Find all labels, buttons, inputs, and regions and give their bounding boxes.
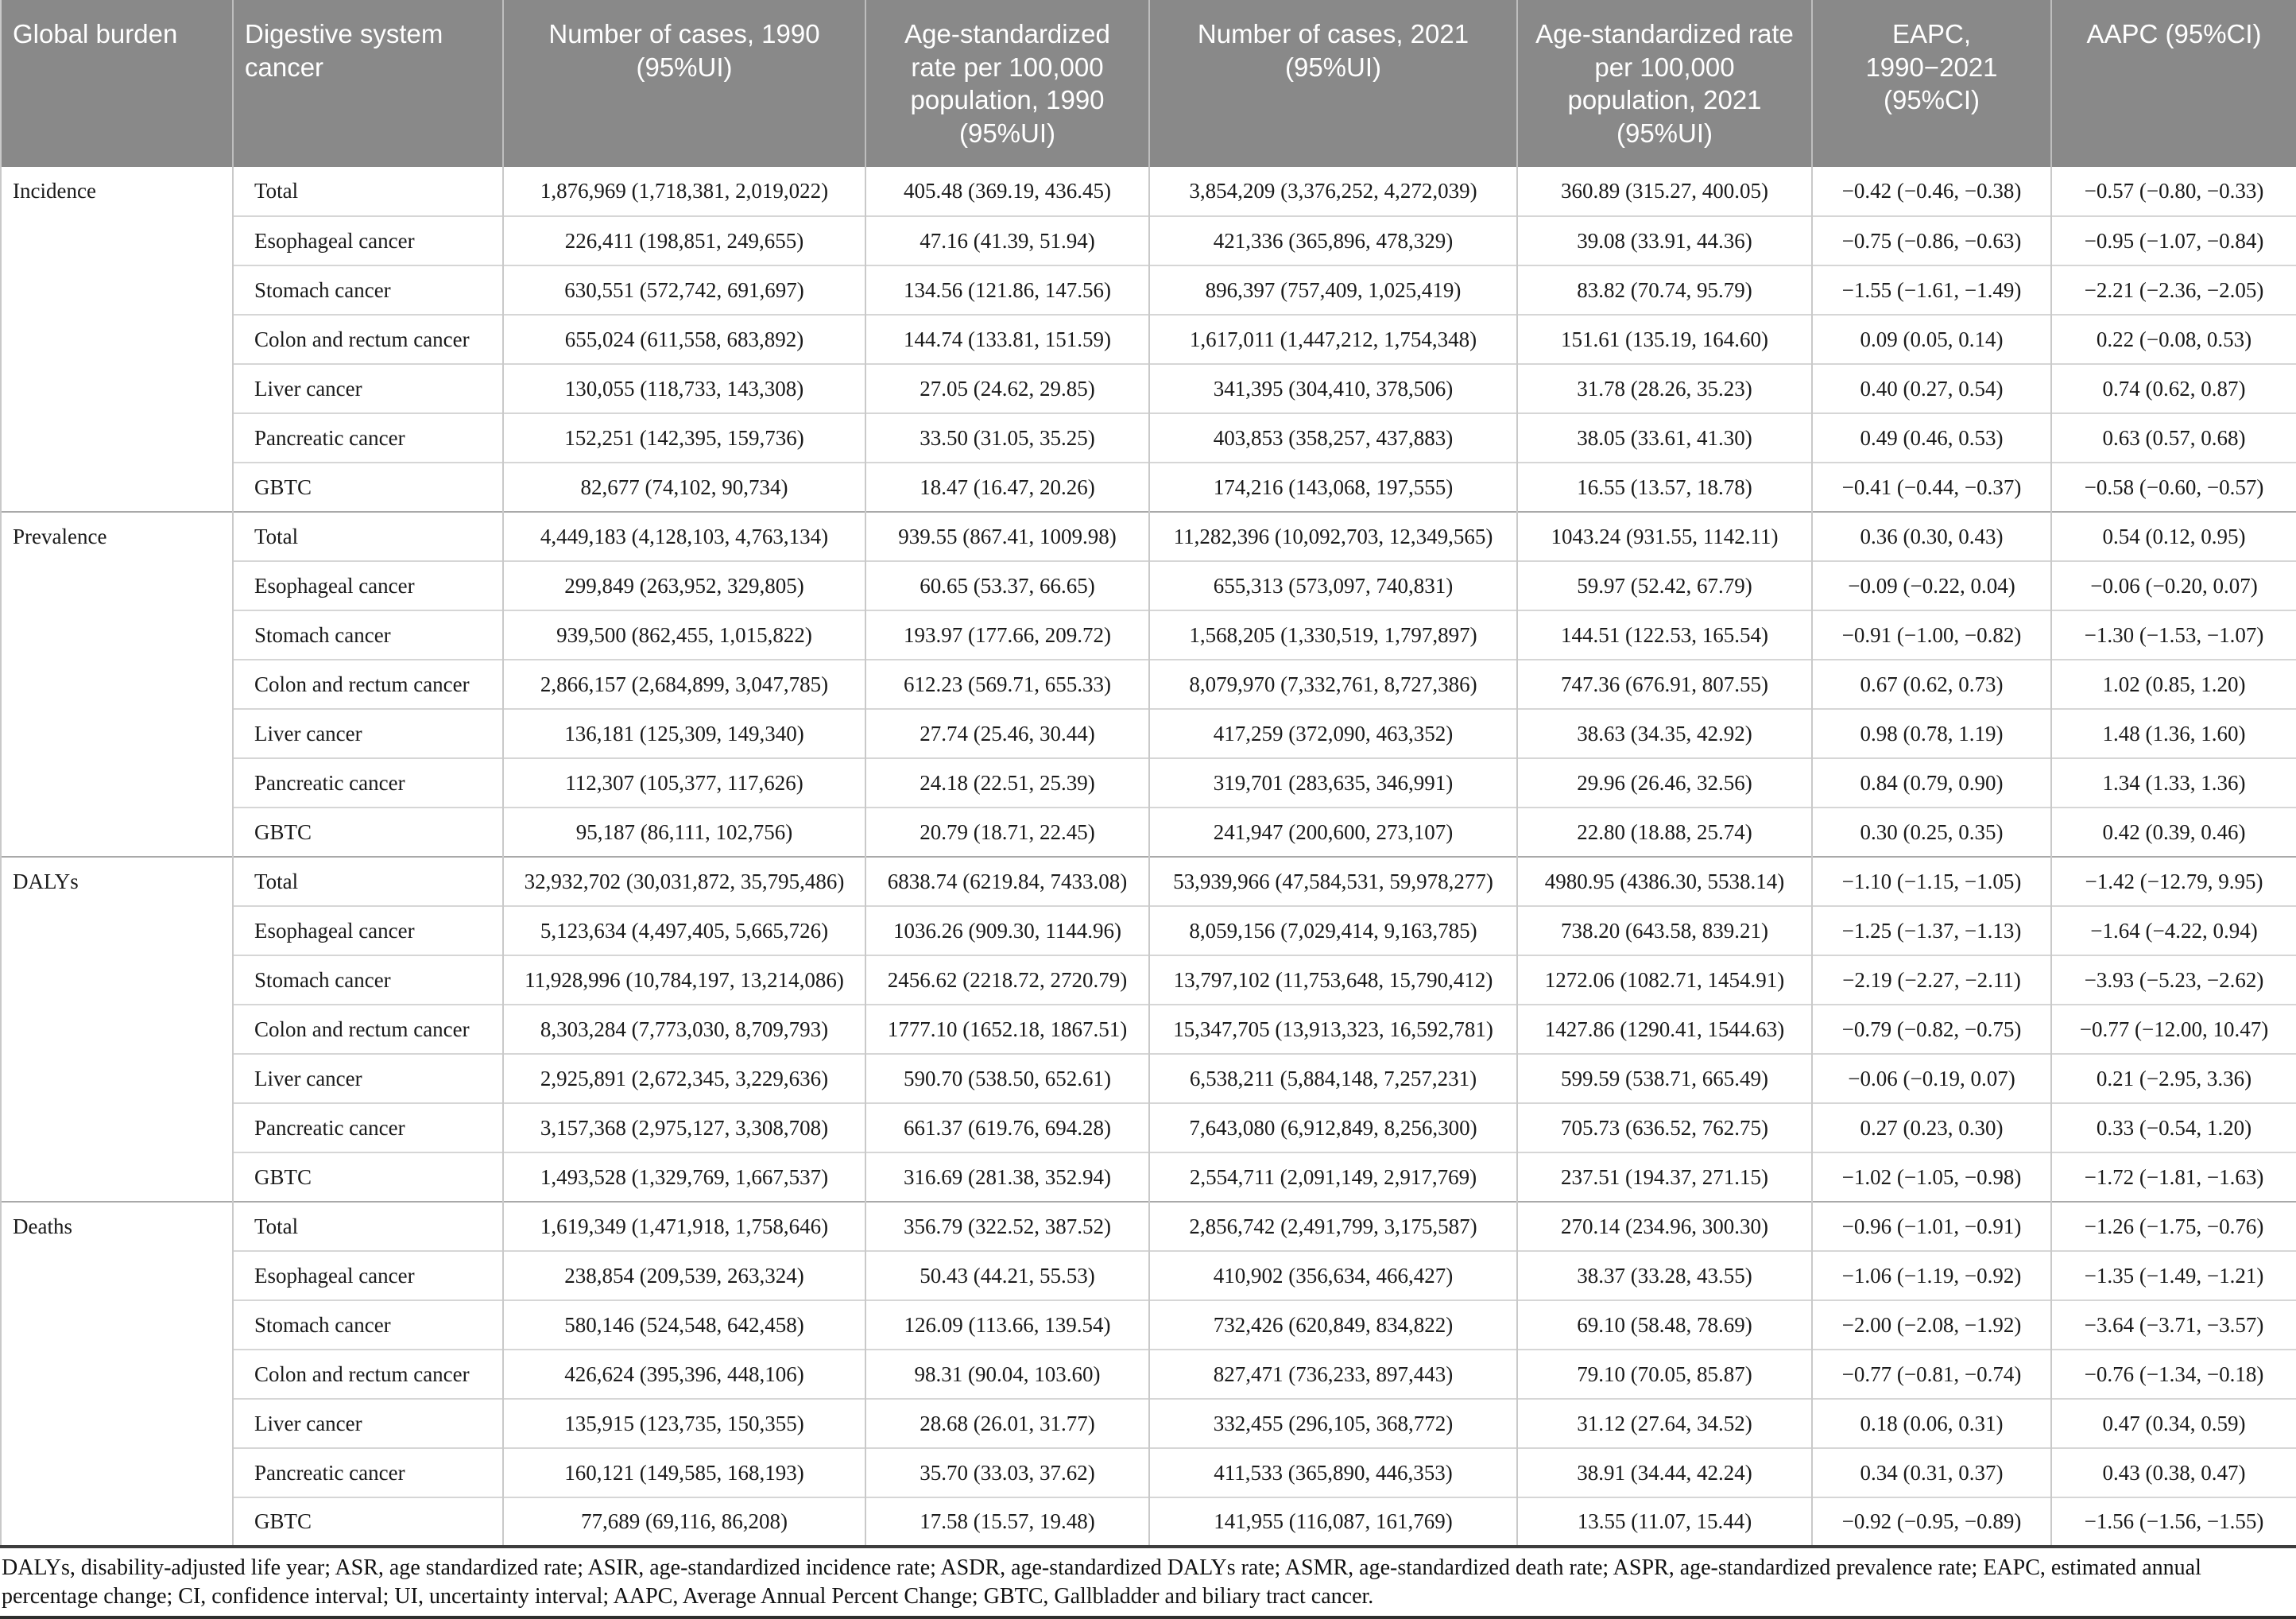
cell-eapc: 0.30 (0.25, 0.35) [1812, 808, 2051, 857]
cell-cases-2021: 241,947 (200,600, 273,107) [1149, 808, 1517, 857]
cell-eapc: −0.75 (−0.86, −0.63) [1812, 216, 2051, 265]
cell-aapc: −3.64 (−3.71, −3.57) [2051, 1300, 2296, 1350]
cell-eapc: −0.92 (−0.95, −0.89) [1812, 1497, 2051, 1547]
column-header-cases-1990: Number of cases, 1990 (95%UI) [503, 0, 865, 167]
cell-rate-2021: 16.55 (13.57, 18.78) [1517, 463, 1812, 512]
cell-eapc: −0.42 (−0.46, −0.38) [1812, 167, 2051, 216]
cell-rate-1990: 126.09 (113.66, 139.54) [865, 1300, 1149, 1350]
cancer-name: Esophageal cancer [233, 906, 503, 955]
cell-aapc: 0.33 (−0.54, 1.20) [2051, 1103, 2296, 1152]
cell-cases-1990: 8,303,284 (7,773,030, 8,709,793) [503, 1005, 865, 1054]
cell-rate-2021: 747.36 (676.91, 807.55) [1517, 660, 1812, 709]
cell-rate-2021: 29.96 (26.46, 32.56) [1517, 758, 1812, 808]
cell-cases-2021: 1,617,011 (1,447,212, 1,754,348) [1149, 315, 1517, 364]
cell-cases-2021: 8,059,156 (7,029,414, 9,163,785) [1149, 906, 1517, 955]
cell-eapc: −0.91 (−1.00, −0.82) [1812, 610, 2051, 660]
cell-cases-2021: 8,079,970 (7,332,761, 8,727,386) [1149, 660, 1517, 709]
cell-aapc: −3.93 (−5.23, −2.62) [2051, 955, 2296, 1005]
cell-eapc: −1.06 (−1.19, −0.92) [1812, 1251, 2051, 1300]
cell-aapc: 1.34 (1.33, 1.36) [2051, 758, 2296, 808]
cell-aapc: −2.21 (−2.36, −2.05) [2051, 265, 2296, 315]
cell-rate-2021: 83.82 (70.74, 95.79) [1517, 265, 1812, 315]
cell-cases-2021: 15,347,705 (13,913,323, 16,592,781) [1149, 1005, 1517, 1054]
cell-cases-2021: 411,533 (365,890, 446,353) [1149, 1448, 1517, 1497]
cell-eapc: −0.41 (−0.44, −0.37) [1812, 463, 2051, 512]
cell-cases-2021: 732,426 (620,849, 834,822) [1149, 1300, 1517, 1350]
cell-aapc: −0.57 (−0.80, −0.33) [2051, 167, 2296, 216]
cancer-name: Total [233, 167, 503, 216]
table-row [1, 1202, 2296, 1251]
cell-cases-1990: 11,928,996 (10,784,197, 13,214,086) [503, 955, 865, 1005]
cell-cases-1990: 1,619,349 (1,471,918, 1,758,646) [503, 1202, 865, 1251]
cell-rate-1990: 98.31 (90.04, 103.60) [865, 1350, 1149, 1399]
cell-rate-2021: 151.61 (135.19, 164.60) [1517, 315, 1812, 364]
cell-aapc: −0.76 (−1.34, −0.18) [2051, 1350, 2296, 1399]
cancer-name: Colon and rectum cancer [233, 1005, 503, 1054]
cancer-name: Esophageal cancer [233, 216, 503, 265]
table-row [1, 709, 2296, 758]
cell-rate-1990: 35.70 (33.03, 37.62) [865, 1448, 1149, 1497]
cell-cases-2021: 410,902 (356,634, 466,427) [1149, 1251, 1517, 1300]
cell-cases-1990: 655,024 (611,558, 683,892) [503, 315, 865, 364]
cell-aapc: 0.22 (−0.08, 0.53) [2051, 315, 2296, 364]
cell-rate-1990: 661.37 (619.76, 694.28) [865, 1103, 1149, 1152]
cell-rate-1990: 47.16 (41.39, 51.94) [865, 216, 1149, 265]
cancer-name: Stomach cancer [233, 955, 503, 1005]
cell-cases-1990: 130,055 (118,733, 143,308) [503, 364, 865, 413]
cancer-name: Liver cancer [233, 364, 503, 413]
cell-cases-2021: 403,853 (358,257, 437,883) [1149, 413, 1517, 463]
cell-rate-2021: 237.51 (194.37, 271.15) [1517, 1152, 1812, 1202]
table-row [1, 1152, 2296, 1202]
cell-cases-2021: 319,701 (283,635, 346,991) [1149, 758, 1517, 808]
cell-eapc: −0.77 (−0.81, −0.74) [1812, 1350, 2051, 1399]
cell-aapc: 0.21 (−2.95, 3.36) [2051, 1054, 2296, 1103]
cell-cases-2021: 2,856,742 (2,491,799, 3,175,587) [1149, 1202, 1517, 1251]
cell-rate-1990: 6838.74 (6219.84, 7433.08) [865, 857, 1149, 906]
table-row [1, 1054, 2296, 1103]
cell-rate-1990: 405.48 (369.19, 436.45) [865, 167, 1149, 216]
cell-cases-2021: 1,568,205 (1,330,519, 1,797,897) [1149, 610, 1517, 660]
cell-cases-1990: 82,677 (74,102, 90,734) [503, 463, 865, 512]
cell-cases-2021: 3,854,209 (3,376,252, 4,272,039) [1149, 167, 1517, 216]
cell-rate-2021: 38.63 (34.35, 42.92) [1517, 709, 1812, 758]
cell-aapc: 1.48 (1.36, 1.60) [2051, 709, 2296, 758]
table-row [1, 463, 2296, 512]
table-row [1, 413, 2296, 463]
cell-rate-2021: 13.55 (11.07, 15.44) [1517, 1497, 1812, 1547]
cancer-name: Stomach cancer [233, 265, 503, 315]
cell-cases-2021: 2,554,711 (2,091,149, 2,917,769) [1149, 1152, 1517, 1202]
cell-cases-1990: 136,181 (125,309, 149,340) [503, 709, 865, 758]
cell-cases-2021: 896,397 (757,409, 1,025,419) [1149, 265, 1517, 315]
cell-aapc: −0.95 (−1.07, −0.84) [2051, 216, 2296, 265]
cell-rate-1990: 316.69 (281.38, 352.94) [865, 1152, 1149, 1202]
cell-cases-1990: 426,624 (395,396, 448,106) [503, 1350, 865, 1399]
cell-eapc: 0.67 (0.62, 0.73) [1812, 660, 2051, 709]
cell-eapc: 0.09 (0.05, 0.14) [1812, 315, 2051, 364]
cell-aapc: −1.72 (−1.81, −1.63) [2051, 1152, 2296, 1202]
cell-rate-1990: 939.55 (867.41, 1009.98) [865, 512, 1149, 561]
cell-rate-2021: 39.08 (33.91, 44.36) [1517, 216, 1812, 265]
cell-rate-1990: 2456.62 (2218.72, 2720.79) [865, 955, 1149, 1005]
table-footnote: DALYs, disability-adjusted life year; ASR, age standardized rate; ASIR, age-standardized incidence rate; ASDR, age-standardized DALYs rate; ASMR, age-standardized death rate; ASPR, age-standardized prevalence rate; EAPC, estimated annual percentage change; CI, confidence interval; UI, uncertainty interval; AAPC, Average Annual Percent Change; GBTC, Gallbladder and biliary tract cancer. [0, 1548, 2296, 1619]
cell-rate-1990: 24.18 (22.51, 25.39) [865, 758, 1149, 808]
cell-aapc: −0.58 (−0.60, −0.57) [2051, 463, 2296, 512]
column-header-eapc: EAPC, 1990−2021 (95%CI) [1812, 0, 2051, 167]
cell-eapc: 0.36 (0.30, 0.43) [1812, 512, 2051, 561]
table-row [1, 1103, 2296, 1152]
cell-rate-2021: 4980.95 (4386.30, 5538.14) [1517, 857, 1812, 906]
cell-rate-1990: 144.74 (133.81, 151.59) [865, 315, 1149, 364]
cell-cases-1990: 95,187 (86,111, 102,756) [503, 808, 865, 857]
column-header-cancer-type: Digestive system cancer [233, 0, 503, 167]
cell-aapc: −1.56 (−1.56, −1.55) [2051, 1497, 2296, 1547]
cell-aapc: −1.35 (−1.49, −1.21) [2051, 1251, 2296, 1300]
table-row [1, 906, 2296, 955]
cell-aapc: −1.42 (−12.79, 9.95) [2051, 857, 2296, 906]
column-header-rate-2021: Age-standardized rate per 100,000 population, 2021 (95%UI) [1517, 0, 1812, 167]
column-header-global-burden: Global burden [1, 0, 233, 167]
cancer-name: GBTC [233, 1497, 503, 1547]
cell-cases-1990: 226,411 (198,851, 249,655) [503, 216, 865, 265]
table-row [1, 561, 2296, 610]
cell-rate-1990: 18.47 (16.47, 20.26) [865, 463, 1149, 512]
cell-cases-1990: 2,925,891 (2,672,345, 3,229,636) [503, 1054, 865, 1103]
cell-rate-2021: 705.73 (636.52, 762.75) [1517, 1103, 1812, 1152]
cancer-name: GBTC [233, 808, 503, 857]
cell-aapc: −0.77 (−12.00, 10.47) [2051, 1005, 2296, 1054]
cell-cases-1990: 630,551 (572,742, 691,697) [503, 265, 865, 315]
cell-cases-1990: 112,307 (105,377, 117,626) [503, 758, 865, 808]
section-label: Incidence [1, 167, 233, 512]
cell-rate-2021: 1272.06 (1082.71, 1454.91) [1517, 955, 1812, 1005]
cell-eapc: −1.55 (−1.61, −1.49) [1812, 265, 2051, 315]
cell-cases-2021: 417,259 (372,090, 463,352) [1149, 709, 1517, 758]
cell-rate-1990: 612.23 (569.71, 655.33) [865, 660, 1149, 709]
cell-aapc: 0.63 (0.57, 0.68) [2051, 413, 2296, 463]
cell-eapc: 0.18 (0.06, 0.31) [1812, 1399, 2051, 1448]
cancer-name: Liver cancer [233, 709, 503, 758]
column-header-rate-1990: Age-standardized rate per 100,000 population, 1990 (95%UI) [865, 0, 1149, 167]
table-row [1, 167, 2296, 216]
cell-rate-1990: 50.43 (44.21, 55.53) [865, 1251, 1149, 1300]
cell-rate-2021: 69.10 (58.48, 78.69) [1517, 1300, 1812, 1350]
cell-eapc: 0.98 (0.78, 1.19) [1812, 709, 2051, 758]
section-label: Prevalence [1, 512, 233, 857]
cancer-name: Stomach cancer [233, 1300, 503, 1350]
cell-rate-2021: 144.51 (122.53, 165.54) [1517, 610, 1812, 660]
table-row [1, 758, 2296, 808]
cell-aapc: 0.42 (0.39, 0.46) [2051, 808, 2296, 857]
cell-rate-1990: 20.79 (18.71, 22.45) [865, 808, 1149, 857]
cell-rate-2021: 31.78 (28.26, 35.23) [1517, 364, 1812, 413]
cancer-name: GBTC [233, 463, 503, 512]
cell-eapc: 0.49 (0.46, 0.53) [1812, 413, 2051, 463]
cell-rate-2021: 1427.86 (1290.41, 1544.63) [1517, 1005, 1812, 1054]
table-row [1, 1350, 2296, 1399]
cell-cases-1990: 160,121 (149,585, 168,193) [503, 1448, 865, 1497]
cell-cases-2021: 7,643,080 (6,912,849, 8,256,300) [1149, 1103, 1517, 1152]
section-label: DALYs [1, 857, 233, 1202]
cell-rate-1990: 60.65 (53.37, 66.65) [865, 561, 1149, 610]
cancer-name: Pancreatic cancer [233, 758, 503, 808]
table-row [1, 1497, 2296, 1547]
cell-cases-2021: 332,455 (296,105, 368,772) [1149, 1399, 1517, 1448]
column-header-cases-2021: Number of cases, 2021 (95%UI) [1149, 0, 1517, 167]
cell-cases-2021: 655,313 (573,097, 740,831) [1149, 561, 1517, 610]
cell-cases-1990: 580,146 (524,548, 642,458) [503, 1300, 865, 1350]
cell-rate-1990: 33.50 (31.05, 35.25) [865, 413, 1149, 463]
cell-rate-1990: 193.97 (177.66, 209.72) [865, 610, 1149, 660]
cell-rate-1990: 1777.10 (1652.18, 1867.51) [865, 1005, 1149, 1054]
cell-eapc: −0.96 (−1.01, −0.91) [1812, 1202, 2051, 1251]
cell-cases-2021: 53,939,966 (47,584,531, 59,978,277) [1149, 857, 1517, 906]
table-row [1, 265, 2296, 315]
cell-rate-1990: 27.05 (24.62, 29.85) [865, 364, 1149, 413]
cell-rate-2021: 22.80 (18.88, 25.74) [1517, 808, 1812, 857]
cell-eapc: −2.00 (−2.08, −1.92) [1812, 1300, 2051, 1350]
cell-eapc: −0.06 (−0.19, 0.07) [1812, 1054, 2051, 1103]
cell-eapc: 0.27 (0.23, 0.30) [1812, 1103, 2051, 1152]
table-row [1, 1251, 2296, 1300]
cell-rate-1990: 134.56 (121.86, 147.56) [865, 265, 1149, 315]
header-row [1, 0, 2296, 167]
cell-cases-1990: 1,876,969 (1,718,381, 2,019,022) [503, 167, 865, 216]
cell-cases-1990: 299,849 (263,952, 329,805) [503, 561, 865, 610]
cancer-name: Total [233, 857, 503, 906]
table-row [1, 364, 2296, 413]
cell-cases-1990: 135,915 (123,735, 150,355) [503, 1399, 865, 1448]
cell-eapc: 0.84 (0.79, 0.90) [1812, 758, 2051, 808]
cell-eapc: −1.02 (−1.05, −0.98) [1812, 1152, 2051, 1202]
cell-eapc: 0.40 (0.27, 0.54) [1812, 364, 2051, 413]
cancer-name: Stomach cancer [233, 610, 503, 660]
cell-aapc: 0.74 (0.62, 0.87) [2051, 364, 2296, 413]
cell-cases-1990: 2,866,157 (2,684,899, 3,047,785) [503, 660, 865, 709]
cell-cases-2021: 141,955 (116,087, 161,769) [1149, 1497, 1517, 1547]
cell-cases-1990: 32,932,702 (30,031,872, 35,795,486) [503, 857, 865, 906]
table-row [1, 1300, 2296, 1350]
cancer-name: Total [233, 1202, 503, 1251]
cell-rate-2021: 270.14 (234.96, 300.30) [1517, 1202, 1812, 1251]
table-body [1, 167, 2296, 1547]
cell-cases-1990: 152,251 (142,395, 159,736) [503, 413, 865, 463]
cell-rate-2021: 1043.24 (931.55, 1142.11) [1517, 512, 1812, 561]
cell-cases-1990: 939,500 (862,455, 1,015,822) [503, 610, 865, 660]
cell-cases-1990: 5,123,634 (4,497,405, 5,665,726) [503, 906, 865, 955]
cell-aapc: −1.26 (−1.75, −0.76) [2051, 1202, 2296, 1251]
cell-rate-1990: 356.79 (322.52, 387.52) [865, 1202, 1149, 1251]
column-header-aapc: AAPC (95%CI) [2051, 0, 2296, 167]
table-row [1, 1448, 2296, 1497]
table-row [1, 315, 2296, 364]
cell-cases-1990: 238,854 (209,539, 263,324) [503, 1251, 865, 1300]
cell-rate-1990: 1036.26 (909.30, 1144.96) [865, 906, 1149, 955]
cell-cases-1990: 4,449,183 (4,128,103, 4,763,134) [503, 512, 865, 561]
cancer-name: Pancreatic cancer [233, 1103, 503, 1152]
cell-aapc: 0.43 (0.38, 0.47) [2051, 1448, 2296, 1497]
cell-aapc: 1.02 (0.85, 1.20) [2051, 660, 2296, 709]
cancer-name: Colon and rectum cancer [233, 660, 503, 709]
table-row [1, 610, 2296, 660]
cell-rate-1990: 28.68 (26.01, 31.77) [865, 1399, 1149, 1448]
cell-eapc: −1.10 (−1.15, −1.05) [1812, 857, 2051, 906]
cell-eapc: −0.09 (−0.22, 0.04) [1812, 561, 2051, 610]
cell-cases-2021: 341,395 (304,410, 378,506) [1149, 364, 1517, 413]
cancer-name: Liver cancer [233, 1399, 503, 1448]
table-row [1, 857, 2296, 906]
cell-rate-1990: 590.70 (538.50, 652.61) [865, 1054, 1149, 1103]
table-row [1, 808, 2296, 857]
section-label: Deaths [1, 1202, 233, 1547]
cancer-name: Liver cancer [233, 1054, 503, 1103]
cell-cases-1990: 1,493,528 (1,329,769, 1,667,537) [503, 1152, 865, 1202]
cell-cases-2021: 11,282,396 (10,092,703, 12,349,565) [1149, 512, 1517, 561]
table-row [1, 216, 2296, 265]
cell-rate-1990: 17.58 (15.57, 19.48) [865, 1497, 1149, 1547]
cell-aapc: −1.30 (−1.53, −1.07) [2051, 610, 2296, 660]
cell-cases-2021: 421,336 (365,896, 478,329) [1149, 216, 1517, 265]
cancer-name: Colon and rectum cancer [233, 1350, 503, 1399]
cell-rate-2021: 59.97 (52.42, 67.79) [1517, 561, 1812, 610]
cell-cases-2021: 13,797,102 (11,753,648, 15,790,412) [1149, 955, 1517, 1005]
cell-aapc: 0.47 (0.34, 0.59) [2051, 1399, 2296, 1448]
table-row [1, 1005, 2296, 1054]
cell-rate-2021: 31.12 (27.64, 34.52) [1517, 1399, 1812, 1448]
cell-cases-1990: 77,689 (69,116, 86,208) [503, 1497, 865, 1547]
table-row [1, 512, 2296, 561]
table-row [1, 660, 2296, 709]
cell-rate-2021: 738.20 (643.58, 839.21) [1517, 906, 1812, 955]
cell-rate-1990: 27.74 (25.46, 30.44) [865, 709, 1149, 758]
cell-cases-2021: 174,216 (143,068, 197,555) [1149, 463, 1517, 512]
cell-rate-2021: 38.37 (33.28, 43.55) [1517, 1251, 1812, 1300]
cell-aapc: −0.06 (−0.20, 0.07) [2051, 561, 2296, 610]
cell-eapc: −0.79 (−0.82, −0.75) [1812, 1005, 2051, 1054]
table-row [1, 1399, 2296, 1448]
cancer-name: Esophageal cancer [233, 1251, 503, 1300]
cell-rate-2021: 599.59 (538.71, 665.49) [1517, 1054, 1812, 1103]
cell-aapc: −1.64 (−4.22, 0.94) [2051, 906, 2296, 955]
cancer-name: Pancreatic cancer [233, 1448, 503, 1497]
table-header [1, 0, 2296, 167]
cell-cases-2021: 6,538,211 (5,884,148, 7,257,231) [1149, 1054, 1517, 1103]
cell-rate-2021: 38.91 (34.44, 42.24) [1517, 1448, 1812, 1497]
cancer-name: Esophageal cancer [233, 561, 503, 610]
cell-rate-2021: 38.05 (33.61, 41.30) [1517, 413, 1812, 463]
cancer-name: Total [233, 512, 503, 561]
cell-eapc: −1.25 (−1.37, −1.13) [1812, 906, 2051, 955]
cell-rate-2021: 360.89 (315.27, 400.05) [1517, 167, 1812, 216]
table-row [1, 955, 2296, 1005]
cancer-name: Colon and rectum cancer [233, 315, 503, 364]
cell-cases-2021: 827,471 (736,233, 897,443) [1149, 1350, 1517, 1399]
cancer-name: GBTC [233, 1152, 503, 1202]
cell-aapc: 0.54 (0.12, 0.95) [2051, 512, 2296, 561]
cell-eapc: −2.19 (−2.27, −2.11) [1812, 955, 2051, 1005]
cell-eapc: 0.34 (0.31, 0.37) [1812, 1448, 2051, 1497]
cancer-name: Pancreatic cancer [233, 413, 503, 463]
cell-rate-2021: 79.10 (70.05, 85.87) [1517, 1350, 1812, 1399]
cell-cases-1990: 3,157,368 (2,975,127, 3,308,708) [503, 1103, 865, 1152]
